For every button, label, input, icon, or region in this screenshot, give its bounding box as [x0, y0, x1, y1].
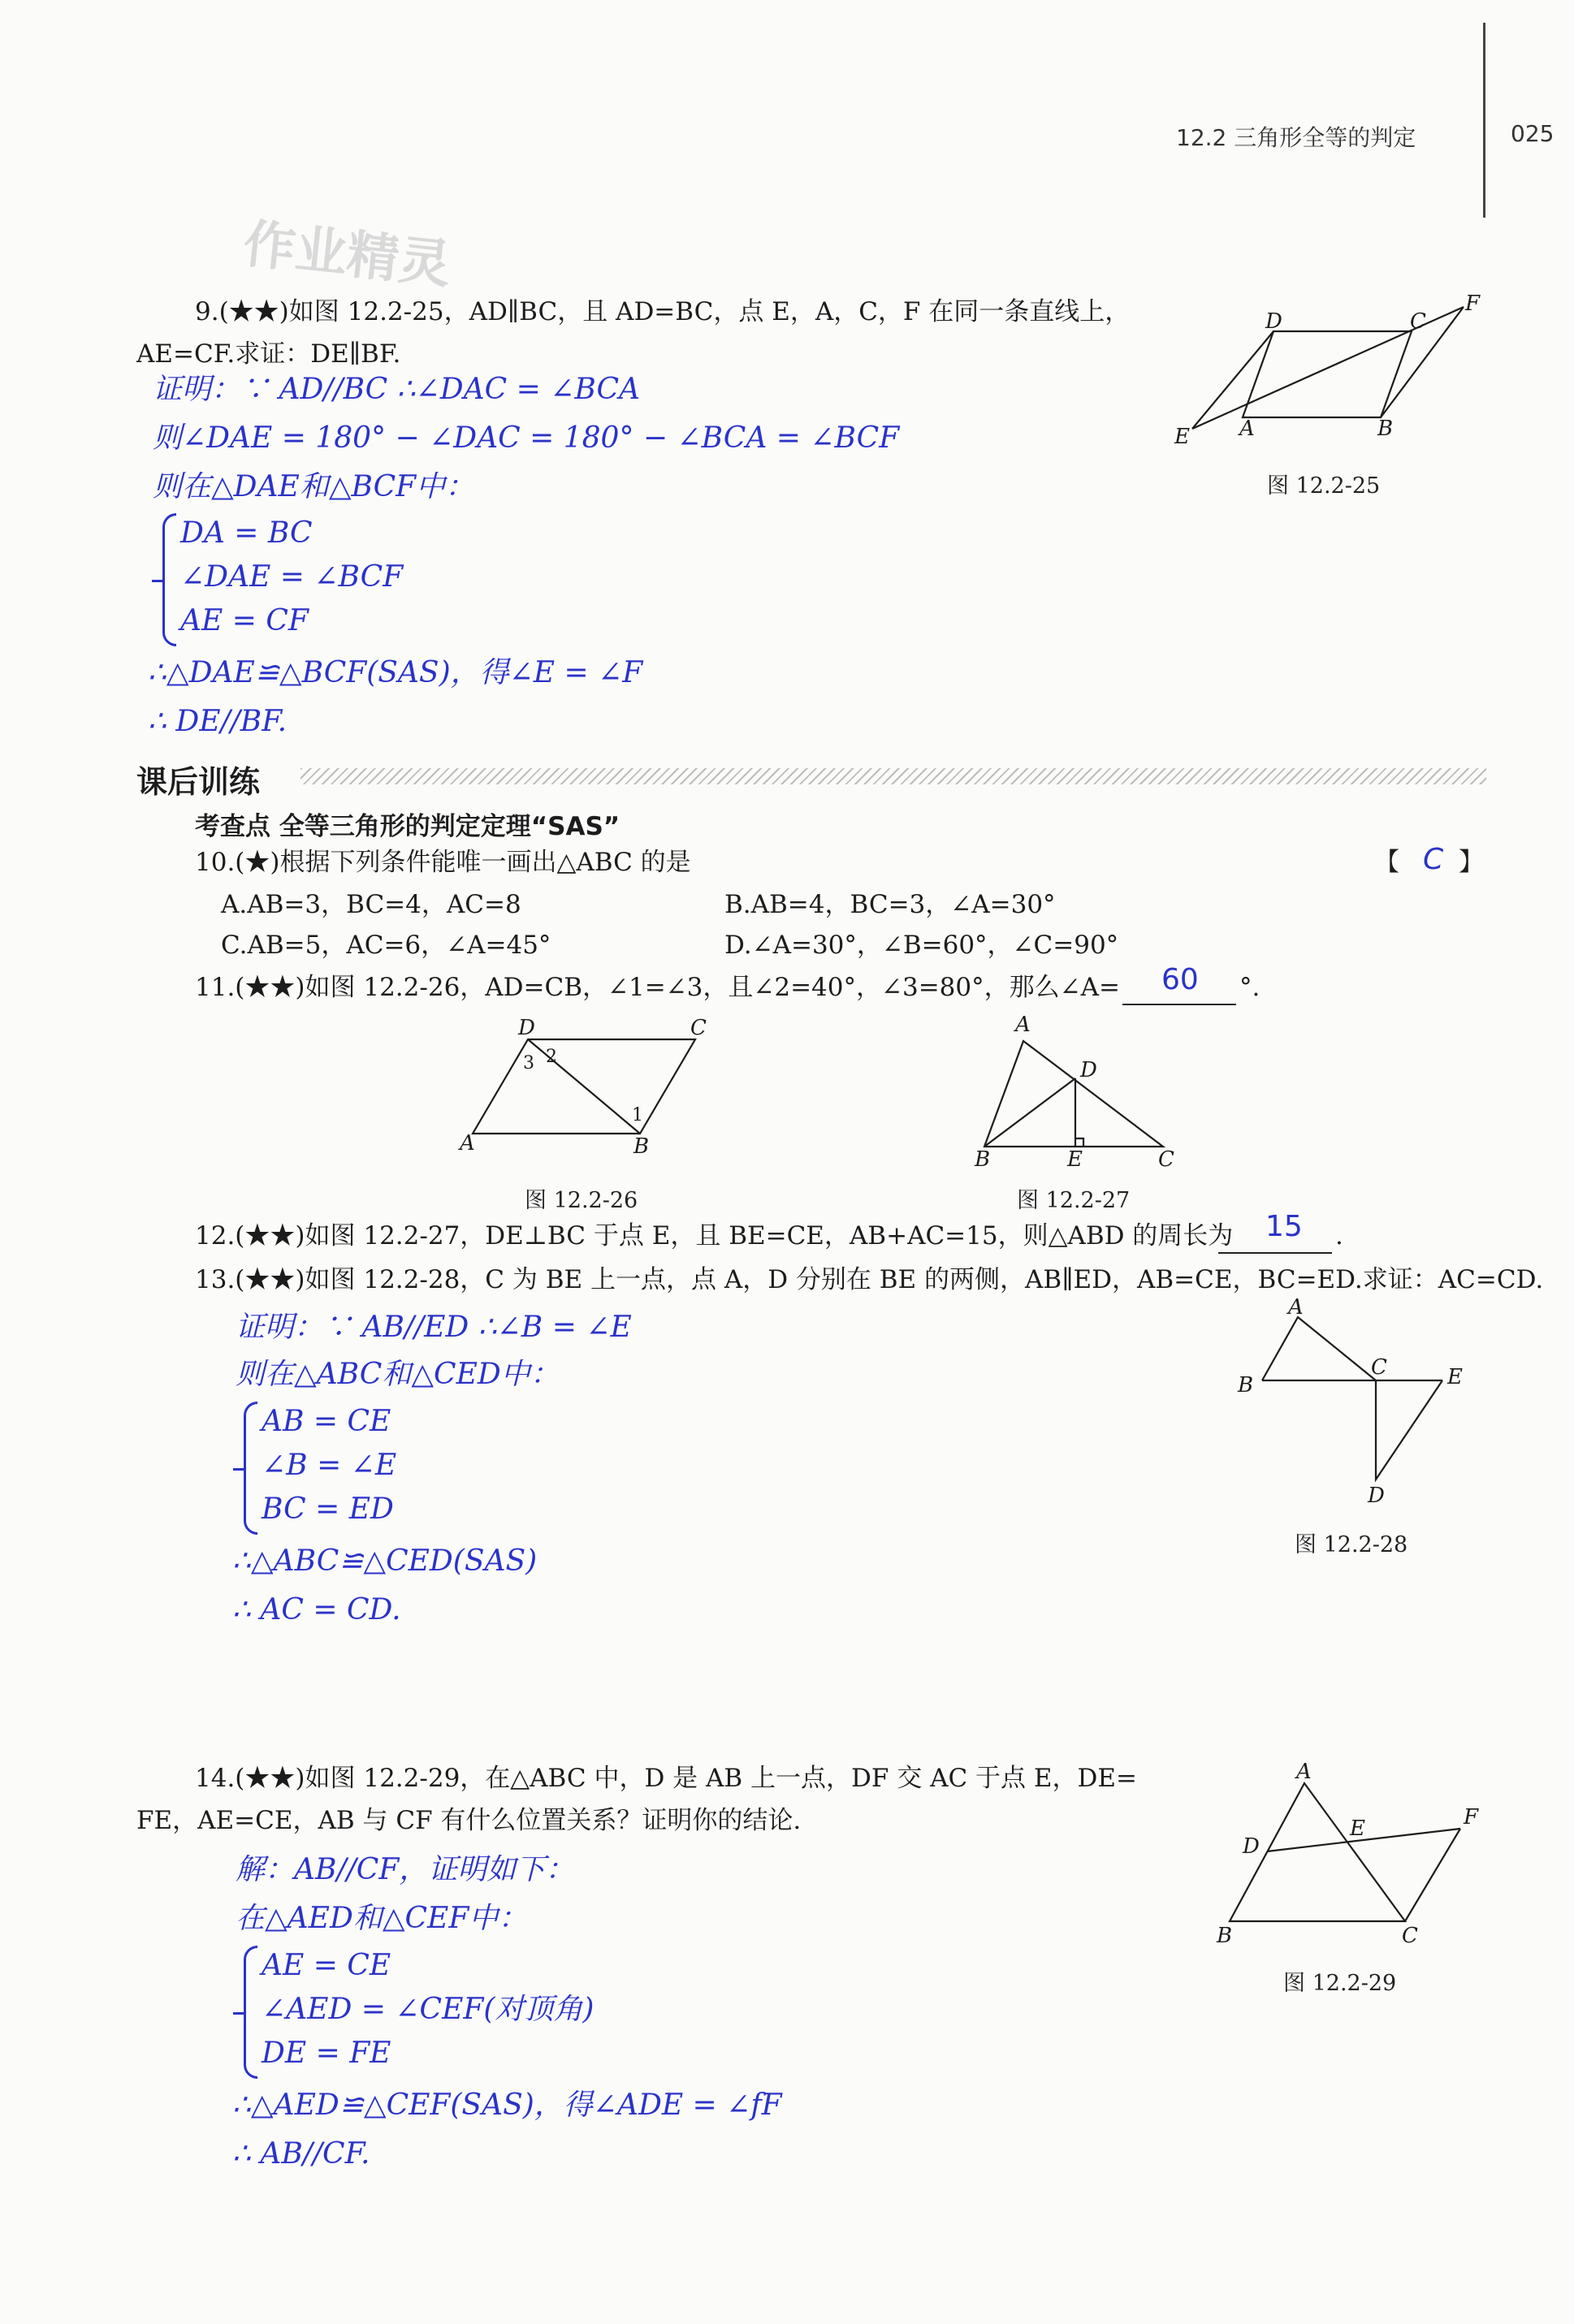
q12-stem: 12.(★★)如图 12.2-27，DE⊥BC 于点 E，且 BE=CE，AB+AC=15，则△ABD 的周长为 — [195, 1221, 1234, 1251]
q13-proof-line5: BC = ED — [262, 1492, 394, 1526]
q14-proof-line5: DE = FE — [262, 2037, 391, 2070]
fig28-label-E: E — [1447, 1365, 1463, 1389]
fig29-label-E: E — [1350, 1816, 1365, 1841]
fig29-caption: 图 12.2-29 — [1283, 1971, 1397, 1996]
q13-stem: 13.(★★)如图 12.2-28，C 为 BE 上一点，点 A，D 分别在 BE 的两侧，AB∥ED，AB=CE，BC=ED.求证：AC=CD. — [195, 1265, 1544, 1294]
q10-answer: C — [1423, 843, 1444, 876]
fig26-angle-2: 2 — [546, 1047, 557, 1067]
q9-proof-line7: ∴△DAE≌△BCF(SAS)，得∠E = ∠F — [148, 656, 643, 689]
fig25-label-E: E — [1174, 425, 1190, 449]
q14-proof-line6: ∴△AED≌△CEF(SAS)，得∠ADE = ∠fF — [232, 2089, 782, 2122]
fig25-label-D: D — [1265, 309, 1282, 334]
q10-bracket-right: 】 — [1459, 848, 1484, 877]
q13-brace — [244, 1402, 257, 1535]
q13-proof-line4: ∠B = ∠E — [262, 1449, 397, 1482]
fig28-label-D: D — [1368, 1484, 1385, 1508]
running-header-section: 12.2 三角形全等的判定 — [1176, 124, 1416, 151]
figure-12-2-29 — [1202, 1762, 1494, 1957]
q12-tail: . — [1335, 1221, 1343, 1251]
fig29-label-D: D — [1243, 1834, 1260, 1859]
q9-proof-line6: AE = CF — [180, 604, 309, 637]
fig27-label-D: D — [1080, 1058, 1097, 1082]
q10-option-b: B.AB=4，BC=3，∠A=30° — [724, 890, 1056, 919]
q9-brace — [162, 513, 176, 646]
q9-proof-line4: DA = BC — [180, 516, 313, 550]
figure-12-2-28 — [1218, 1296, 1494, 1515]
q11-answer: 60 — [1161, 963, 1199, 996]
fig26-label-D: D — [518, 1016, 535, 1040]
figure-12-2-26 — [455, 1010, 731, 1156]
fig27-label-B: B — [975, 1147, 991, 1172]
fig27-label-A: A — [1015, 1013, 1031, 1037]
q9-proof-line3: 则在△DAE和△BCF中： — [153, 470, 475, 503]
fig26-label-B: B — [633, 1134, 650, 1156]
q13-proof-line1: 证明：∵ AB//ED ∴∠B = ∠E — [236, 1311, 632, 1344]
page-number: 025 — [1511, 120, 1555, 147]
q11-stem: 11.(★★)如图 12.2-26，AD=CB，∠1=∠3，且∠2=40°，∠3=80°，那么∠A= — [195, 973, 1120, 1002]
figure-12-2-27 — [966, 1010, 1178, 1173]
q14-proof-line7: ∴ AB//CF. — [232, 2137, 370, 2171]
fig26-label-C: C — [690, 1016, 707, 1040]
fig28-label-B: B — [1238, 1373, 1254, 1397]
q9-stem-line1: 9.(★★)如图 12.2-25，AD∥BC，且 AD=BC，点 E，A，C，F 在同一条直线上， — [195, 297, 1131, 326]
q13-proof-line3: AB = CE — [262, 1405, 391, 1438]
fig26-angle-1: 1 — [632, 1105, 643, 1125]
fig29-label-A: A — [1296, 1762, 1312, 1784]
q14-proof-line2: 在△AED和△CEF中： — [236, 1902, 528, 1935]
q14-proof-line1: 解：AB//CF，证明如下： — [236, 1853, 575, 1886]
watermark: 作业精灵 — [240, 214, 454, 296]
q10-bracket-left: 【 — [1374, 848, 1399, 877]
topic-line: 考查点 全等三角形的判定定理“SAS” — [195, 812, 621, 841]
fig29-label-C: C — [1402, 1924, 1418, 1948]
q14-brace — [244, 1946, 257, 2079]
q14-stem-line2: FE，AE=CE，AB 与 CF 有什么位置关系？证明你的结论. — [136, 1806, 802, 1835]
q14-stem-line1: 14.(★★)如图 12.2-29，在△ABC 中，D 是 AB 上一点，DF 交 AC 于点 E，DE= — [195, 1764, 1138, 1793]
fig29-label-B: B — [1217, 1924, 1233, 1948]
section-title: 课后训练 — [136, 764, 261, 800]
fig27-label-C: C — [1158, 1147, 1174, 1172]
header-rule — [1483, 23, 1485, 218]
q13-proof-line2: 则在△ABC和△CED中： — [236, 1358, 560, 1391]
q13-proof-line6: ∴△ABC≌△CED(SAS) — [232, 1544, 538, 1578]
q9-proof-line8: ∴ DE//BF. — [148, 705, 288, 738]
fig27-caption: 图 12.2-27 — [1017, 1188, 1131, 1213]
q11-tail: °. — [1239, 973, 1260, 1002]
fig25-label-F: F — [1465, 292, 1481, 316]
q9-stem-line2: AE=CF.求证：DE∥BF. — [136, 339, 401, 369]
q14-proof-line3: AE = CE — [262, 1949, 391, 1982]
fig25-label-A: A — [1239, 417, 1255, 441]
q13-proof-line7: ∴ AC = CD. — [232, 1593, 401, 1626]
fig27-label-E: E — [1067, 1147, 1083, 1172]
q10-option-d: D.∠A=30°，∠B=60°，∠C=90° — [724, 931, 1119, 960]
q10-stem: 10.(★)根据下列条件能唯一画出△ABC 的是 — [195, 848, 691, 877]
fig26-angle-3: 3 — [523, 1053, 534, 1073]
q9-proof-line5: ∠DAE = ∠BCF — [180, 560, 404, 594]
q10-option-a: A.AB=3，BC=4，AC=8 — [221, 890, 521, 919]
fig29-label-F: F — [1464, 1805, 1479, 1829]
fig26-label-A: A — [460, 1131, 475, 1156]
fig28-label-C: C — [1371, 1355, 1387, 1380]
fig28-caption: 图 12.2-28 — [1295, 1532, 1408, 1557]
fig26-caption: 图 12.2-26 — [525, 1188, 638, 1213]
q12-answer: 15 — [1265, 1210, 1303, 1243]
q9-proof-line1: 证明：∵ AD//BC ∴∠DAC = ∠BCA — [153, 373, 641, 406]
figure-12-2-25 — [1170, 292, 1511, 455]
q14-proof-line4: ∠AED = ∠CEF(对顶角) — [262, 1993, 595, 2026]
section-hatch — [301, 768, 1486, 784]
q10-option-c: C.AB=5，AC=6，∠A=45° — [221, 931, 551, 960]
q9-proof-line2: 则∠DAE = 180° − ∠DAC = 180° − ∠BCA = ∠BCF — [153, 421, 900, 455]
fig25-caption: 图 12.2-25 — [1267, 473, 1381, 499]
fig28-label-A: A — [1288, 1296, 1304, 1320]
fig25-label-C: C — [1410, 309, 1426, 334]
fig25-label-B: B — [1377, 417, 1394, 441]
